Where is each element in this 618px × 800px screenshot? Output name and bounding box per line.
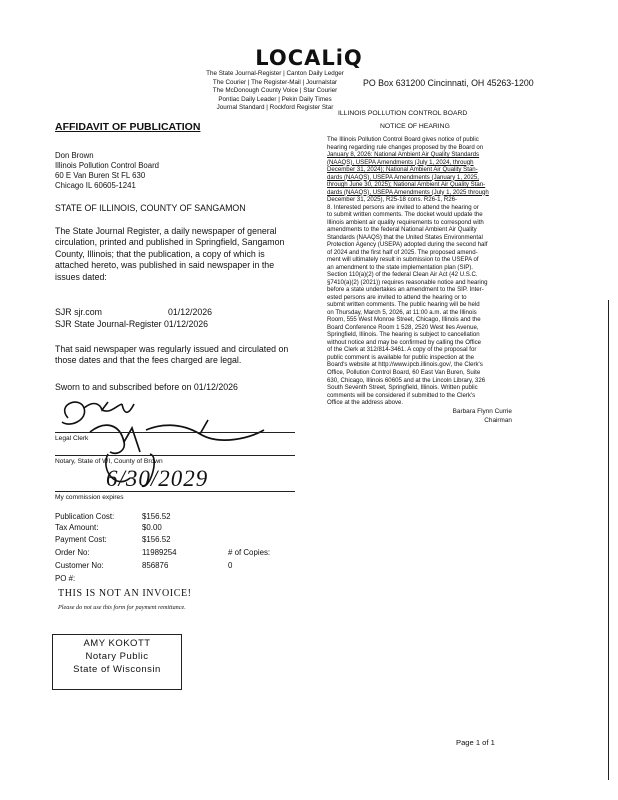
- notice-line: amendments to the federal National Ambient Air Quality: [327, 226, 477, 234]
- notice-line: §7410(a)(2) (2021)) requires reasonable notice and hearing: [327, 278, 488, 286]
- page-number: Page 1 of 1: [456, 738, 495, 747]
- paper-line: The McDonough County Voice | Star Courier: [212, 87, 338, 95]
- notice-line: Standards (NAAQS) that the United States Environmental: [327, 233, 483, 241]
- notice-body: [327, 136, 509, 407]
- issue-2: SJR State Journal-Register 01/12/2026: [55, 319, 209, 329]
- notice-signature: [400, 408, 512, 425]
- not-invoice-subtext: Please do not use this form for payment remittance.: [58, 604, 186, 611]
- signer-name: Barbara Flynn Currie: [452, 408, 512, 415]
- statement: [55, 344, 288, 367]
- paper-line: The Courier | The Register-Mail | Journalstar: [212, 78, 338, 86]
- notice-line: of 2024 and the first half of 2025. The proposed amend-: [327, 248, 478, 256]
- commission-line: [55, 491, 295, 492]
- notice-line: public comment is available for public inspection at the: [327, 353, 475, 361]
- notice-line: on Thursday, March 5, 2026, at 11:00 a.m. at the Illinois: [327, 308, 477, 316]
- recipient-address: [55, 151, 159, 191]
- notice-line: The Illinois Pollution Control Board gives notice of public: [327, 136, 479, 143]
- payment-cost-value: $156.52: [142, 535, 171, 544]
- notice-heading-board: ILLINOIS POLLUTION CONTROL BOARD: [338, 110, 468, 117]
- body-line: attached hereto, was published in said newspaper in the: [55, 260, 275, 271]
- notice-line: comments will be considered if submitted to the Clerk's: [327, 391, 476, 399]
- notice-line: Office, Pollution Control Board, 60 East Van Buren, Suite: [327, 368, 481, 376]
- body-line: circulation, printed and published in Springfield, Sangamon: [55, 237, 285, 248]
- notice-line: January 8, 2026: National Ambient Air Quality Standards: [327, 151, 480, 159]
- sworn-line: Sworn to and subscribed before on 01/12/2026: [55, 382, 238, 392]
- notice-line: Springfield, Illinois. The hearing is subject to cancellation: [327, 331, 480, 339]
- notice-line: ment will ultimately result in submission to the USEPA of: [327, 256, 479, 264]
- notary-stamp: [52, 634, 182, 690]
- notice-line: 8. Interested persons are invited to attend the hearing or: [327, 203, 479, 211]
- clerk-signature-line: [55, 432, 295, 433]
- tax-amount-value: $0.00: [142, 523, 162, 532]
- clerk-signature: [62, 402, 134, 424]
- commission-date-handwritten: 6/30/2029: [106, 466, 209, 491]
- notice-line: 630, Chicago, Illinois 60605 and at the Lincoln Library, 326: [327, 376, 486, 384]
- notice-line: Protection Agency (USEPA) adopted during the second half: [327, 241, 488, 249]
- not-invoice-notice: THIS IS NOT AN INVOICE!: [58, 588, 192, 599]
- publication-cost-label: Publication Cost:: [55, 512, 115, 521]
- order-no-value: 11989254: [142, 548, 177, 557]
- customer-no-value: 856876: [142, 561, 169, 570]
- tax-amount-label: Tax Amount:: [55, 523, 99, 532]
- body-line: The State Journal Register, a daily newspaper of general: [55, 226, 277, 236]
- publication-cost-value: $156.52: [142, 512, 171, 521]
- notice-line: through June 30, 2025); National Ambient Air Quality Stan-: [327, 181, 486, 189]
- notice-line: an amendment to the state implementation plan (SIP).: [327, 263, 473, 271]
- notice-line: hearing regarding rule changes proposed by the Board on: [327, 143, 484, 151]
- address-line: Don Brown: [55, 151, 94, 160]
- notice-line: of the Clerk at 312/814-3461. A copy of the proposal for: [327, 346, 477, 354]
- stamp-name: AMY KOKOTT: [83, 638, 151, 649]
- payment-cost-label: Payment Cost:: [55, 535, 107, 544]
- legal-clerk-label: Legal Clerk: [55, 435, 89, 442]
- notice-line: December 31, 2024); National Ambient Air Quality Stan-: [327, 166, 478, 174]
- issue-1-date: 01/12/2026: [168, 307, 213, 317]
- po-label: PO #:: [55, 574, 76, 583]
- notice-line: South Seventh Street, Springfield, Illinois. Written public: [327, 384, 478, 392]
- notice-line: Board Conference Room 1 528, 2520 West Iles Avenue,: [327, 323, 479, 331]
- body-line: County, Illinois; that the publication, a copy of which is: [55, 248, 265, 259]
- paper-line: Journal Standard | Rockford Register Star: [216, 104, 334, 112]
- order-no-label: Order No:: [55, 548, 90, 557]
- statement-line: those dates and that the fees charged are legal.: [55, 355, 242, 366]
- address-line: Chicago IL 60605-1241: [55, 181, 136, 190]
- po-box-address: PO Box 631200 Cincinnati, OH 45263-1200: [363, 78, 534, 88]
- notice-line: Room, 555 West Monroe Street, Chicago, Illinois and the: [327, 316, 481, 324]
- customer-no-label: Customer No:: [55, 561, 104, 570]
- copies-value: 0: [228, 561, 233, 570]
- issue-1-name: SJR sjr.com: [55, 307, 102, 317]
- body-line: issues dated:: [55, 271, 107, 282]
- notice-line: to submit written comments. The docket would update the: [327, 211, 483, 219]
- notice-line: Board's website at http://www.ipcb.illinois.gov/, the Clerk's: [327, 361, 483, 369]
- address-line: 60 E Van Buren St FL 630: [55, 171, 146, 180]
- stamp-title: Notary Public: [85, 651, 149, 662]
- notice-heading: NOTICE OF HEARING: [380, 123, 450, 130]
- notice-line: before a state undertakes an amendment to the SIP. Inter-: [327, 286, 484, 294]
- scan-edge-line: [608, 300, 609, 780]
- notice-line: Office at the address above.: [327, 399, 404, 407]
- notice-line: (NAAQS), USEPA Amendments (July 1, 2024, through: [327, 158, 474, 166]
- notice-line: ested persons are invited to attend the hearing or to: [327, 293, 467, 301]
- notary-signature-line: [55, 455, 295, 456]
- notice-line: dards (NAAQS), USEPA Amendments (July 1, 2025 through: [327, 188, 489, 196]
- copies-label: # of Copies:: [228, 548, 271, 557]
- notice-line: without notice and may be confirmed by calling the Office: [327, 338, 482, 346]
- notice-line: December 31, 2025), R25-18 cons. R26-1, R26-: [327, 196, 458, 204]
- address-line: Illinois Pollution Control Board: [55, 161, 160, 170]
- stamp-state: State of Wisconsin: [73, 664, 161, 675]
- paper-line: The State Journal-Register | Canton Daily Ledger: [206, 70, 344, 77]
- newspaper-list: [190, 70, 360, 113]
- paper-line: Pontiac Daily Leader | Pekin Daily Times: [218, 95, 332, 103]
- notice-line: dards (NAAQS), USEPA Amendments (January 1, 2025,: [327, 173, 479, 181]
- affidavit-title: AFFIDAVIT OF PUBLICATION: [55, 121, 201, 133]
- notary-signature: [90, 420, 264, 453]
- statement-line: That said newspaper was regularly issued and circulated on: [55, 344, 289, 354]
- notice-line: submit written comments. The public hearing will be held: [327, 301, 480, 309]
- localiq-logo: LOCALiQ: [255, 46, 363, 70]
- state-county-line: STATE OF ILLINOIS, COUNTY OF SANGAMON: [55, 203, 246, 213]
- commission-label: My commission expires: [55, 494, 124, 501]
- affidavit-body: [55, 226, 284, 283]
- notice-line: Illinois ambient air quality requirements to correspond with: [327, 218, 484, 226]
- signer-title: Chairman: [484, 416, 512, 424]
- notice-line: Section 110(a)(2) of the federal Clean Air Act (42 U.S.C.: [327, 271, 478, 279]
- notary-label: Notary, State of WI, County of Brown: [55, 458, 163, 465]
